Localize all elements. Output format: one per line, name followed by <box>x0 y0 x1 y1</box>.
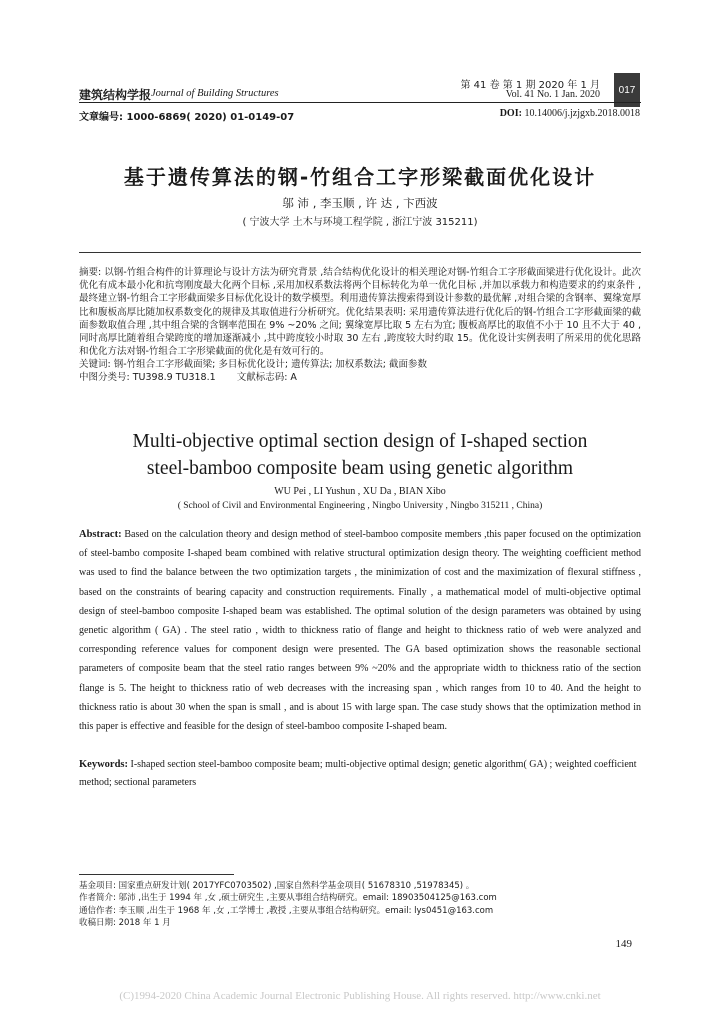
abstract-en-text: Based on the calculation theory and design method of steel-bamboo composite members ,this paper focused on the optimization of steel-bambo composite I-shaped beam combined with relative structural optimization design theory. The weighting coefficient method was used to find the balance between the two optimization targets , the minimization of cost and the maximization of flexural stiffness , based on the constraints of bearing capacity and construction requirements. Finally , a mathematical model of multi-objective optimal design of steel-bamboo composite I-shaped beam was established. The optimal solution of the design parameters was obtained by using genetic algorithm ( GA) . The steel ratio , width to thickness ratio of flange and height to thickness ratio of web were analyzed and corresponding reference values for component design were presented. The GA based optimization shows the reasonable sectional parameters of composite beam that the steel ratio ranges between 9% ~20% and the appropriate width to thickness ratio of the section flange is 5. The height to thickness ratio of web decreases with the increasing span , which ranges from 10 to 40. And the height to thickness ratio is about 30 when the span is small , and is about 15 with large span. The case study shows that the optimization method in this paper is effective and feasible for the design of steel-bamboo composite I-shaped beam. <box>79 529 642 733</box>
paper-title-cn: 基于遗传算法的钢-竹组合工字形梁截面优化设计 <box>123 165 597 189</box>
keywords-cn: 关键词: 钢-竹组合工字形截面梁; 多目标优化设计; 遗传算法; 加权系数法; 截面参数 <box>79 359 428 370</box>
footnotes <box>79 880 641 930</box>
clc-number: 中图分类号: TU398.9 TU318.1 <box>79 372 216 383</box>
classification-cn <box>79 371 641 384</box>
abstract-cn: 摘要: 以钢-竹组合构件的计算理论与设计方法为研究背景 ,结合结构优化设计的相关理论对钢-竹组合工字形截面梁进行优化设计。此次优化有成本最小化和抗弯刚度最大化两个目标 ,采用加权系数法将两个目标转化为单一优化目标 ,并加以承载力和构造要求的约束条件 ,最终建立钢-竹组合工字形截面梁多目标优化设计的数学模型。利用遗传算法搜索得到设计参数的最优解 ,对组合梁的含钢率、翼缘宽厚比和腹板高厚比随加权系数变化的规律及其取值进行分析研究。优化结果表明: 采用遗传算法进行优化后的钢-竹组合工字形截面梁的截面参数取值合理 ,其中组合梁的含钢率范围在 9% ~20% 之间; 翼缘宽厚比取 5 左右为宜; 腹板高厚比的取值不小于 10 且不大于 40 ,同时高厚比随着组合梁跨度的增加逐渐减小 ,其中跨度较小时取 30 左右 ,跨度较大时约取 15。优化设计实例表明了所采用的优化思路和优化方法对钢-竹组合工字形梁截面的优化是有效可行的。 <box>79 267 641 358</box>
volume-info-en: Vol. 41 No. 1 Jan. 2020 <box>505 89 600 100</box>
journal-name-en: Journal of Building Structures <box>151 88 279 99</box>
article-number: 文章编号: 1000-6869( 2020) 01-0149-07 <box>79 112 295 123</box>
doi-value[interactable]: 10.14006/j.jzjgxb.2018.0018 <box>524 108 640 119</box>
footnote-author: 作者简介: 邬沛 ,出生于 1994 年 ,女 ,硕士研究生 ,主要从事组合结构研究。email: 18903504125@163.com <box>79 893 497 904</box>
journal-name-cn: 建筑结构学报 <box>79 88 152 102</box>
footnote-received: 收稿日期: 2018 年 1 月 <box>79 918 171 929</box>
authors-en: WU Pei , LI Yushun , XU Da , BIAN Xibo <box>274 486 446 497</box>
paper-title-en-line2: steel-bamboo composite beam using genetic algorithm <box>146 458 574 479</box>
abstract-en-label: Abstract: <box>79 529 122 540</box>
doi <box>500 108 640 119</box>
page-number: 149 <box>615 938 632 950</box>
document-code: 文献标志码: A <box>236 372 297 383</box>
copyright-watermark: (C)1994-2020 China Academic Journal Electronic Publishing House. All rights reserved. http://www.cnki.net <box>119 990 601 1002</box>
paper-title-en <box>0 428 720 482</box>
keywords-en-label: Keywords: <box>79 759 128 770</box>
volume-info-cn: 第 41 卷 第 1 期 2020 年 1 月 <box>460 80 600 91</box>
keywords-en <box>79 756 641 792</box>
footnote-rule <box>79 874 234 875</box>
authors-cn: 邬 沛 , 李玉顺 , 许 达 , 卞西波 <box>282 196 438 210</box>
doi-label: DOI: <box>499 108 522 119</box>
abstract-en <box>79 525 641 736</box>
affiliation-cn: ( 宁波大学 土木与环境工程学院 , 浙江宁波 315211) <box>242 217 478 228</box>
header-rule <box>79 102 641 103</box>
footnote-fund: 基金项目: 国家重点研发计划( 2017YFC0703502) ,国家自然科学基金项目( 51678310 ,51978345) 。 <box>79 881 475 891</box>
keywords-en-text: I-shaped section steel-bamboo composite beam; multi-objective optimal design; genetic algorithm( GA) ; weighted coefficient method; sectional parameters <box>79 759 637 788</box>
affiliation-en: ( School of Civil and Environmental Engineering , Ningbo University , Ningbo 315211 , China) <box>177 501 543 511</box>
paper-title-en-line1: Multi-objective optimal section design of I-shaped section <box>132 431 588 452</box>
separator-rule <box>79 252 641 253</box>
page-tab: 017 <box>614 73 640 107</box>
footnote-corresponding: 通信作者: 李玉顺 ,出生于 1968 年 ,女 ,工学博士 ,教授 ,主要从事组合结构研究。email: lys0451@163.com <box>79 905 494 916</box>
